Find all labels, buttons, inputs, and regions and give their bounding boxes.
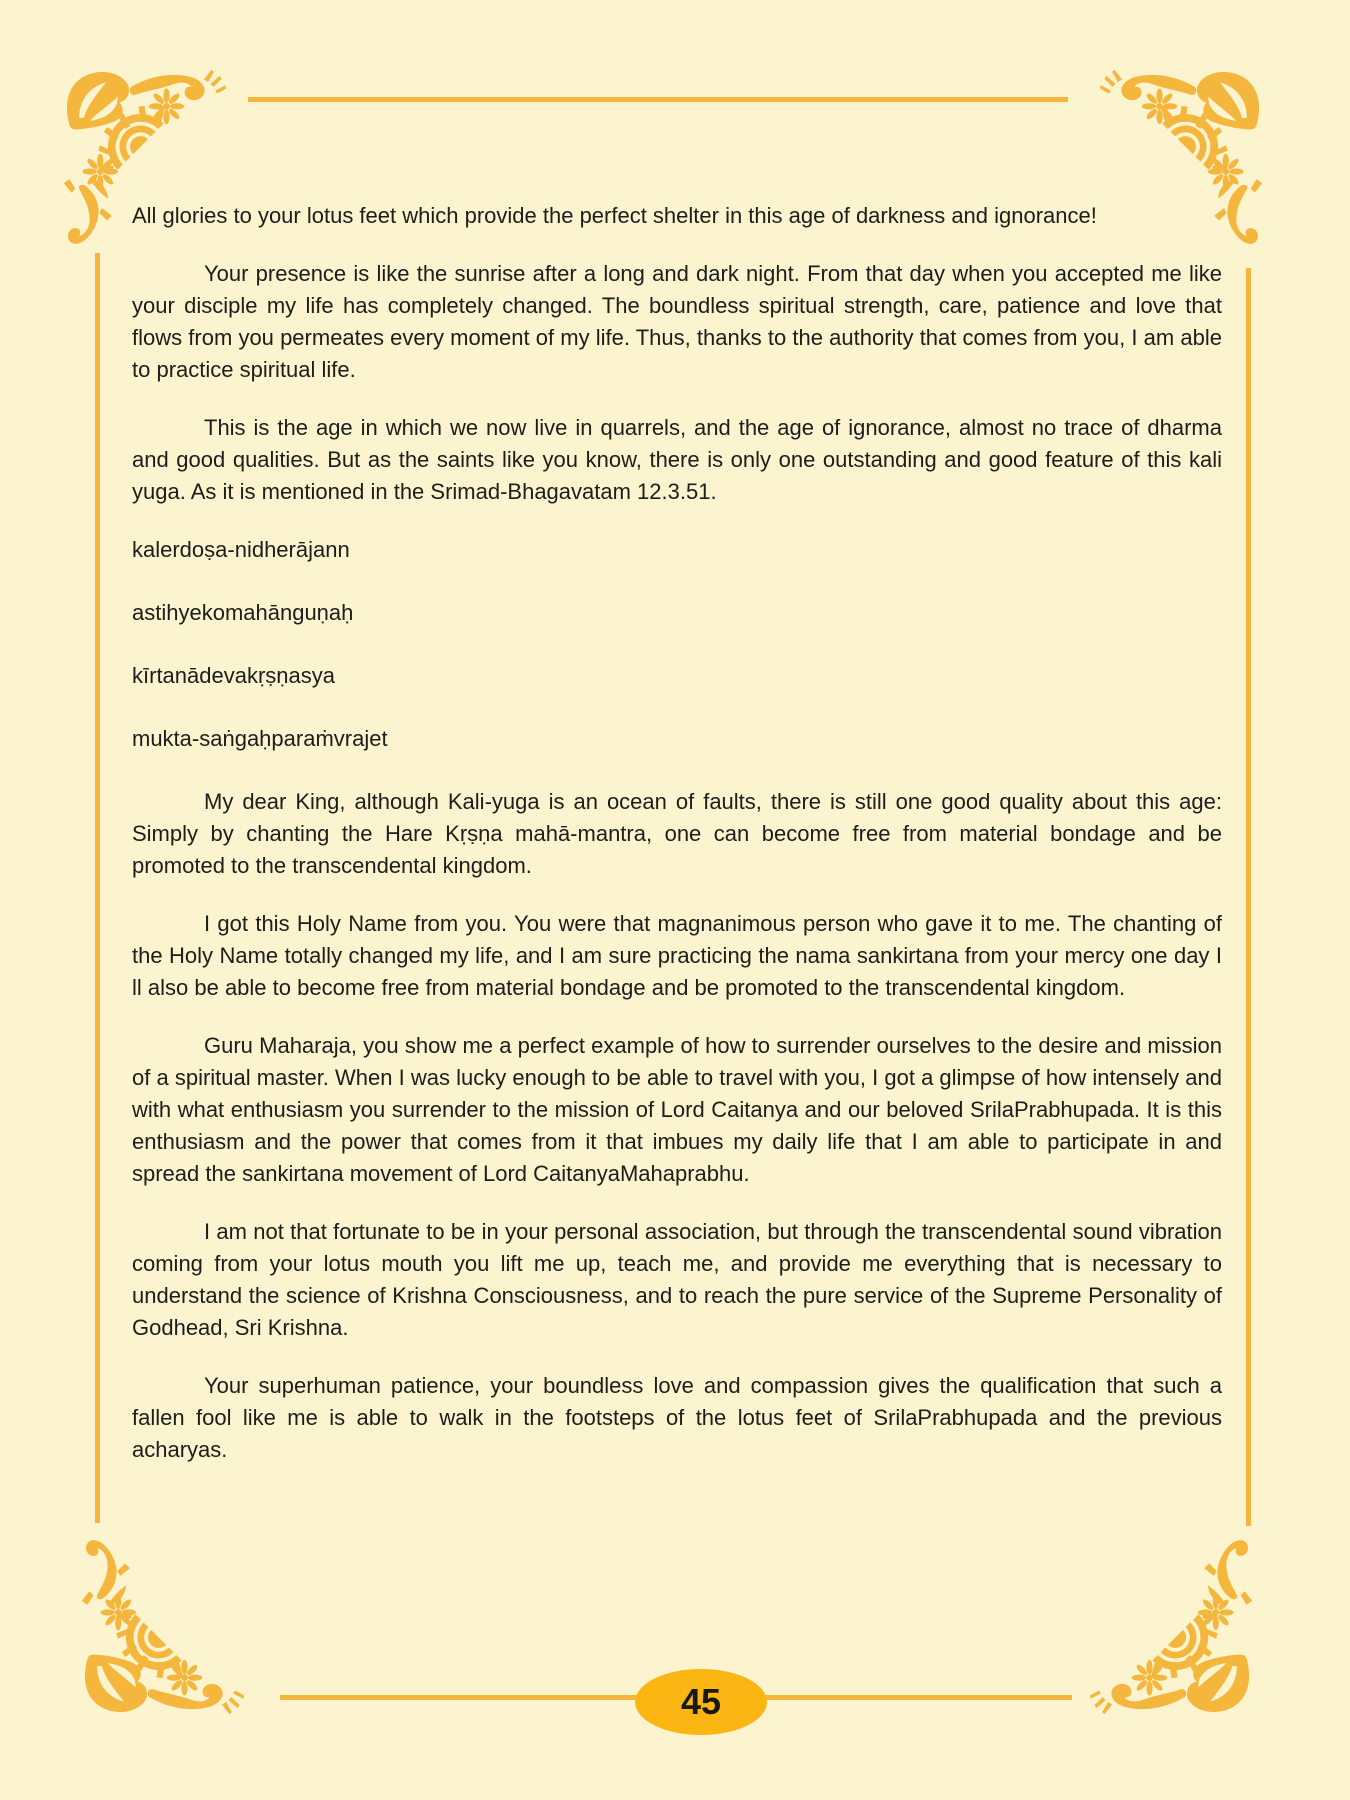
page-number-badge [635,1669,767,1735]
verse-line: astihyekomahānguṇaḥ [132,600,354,625]
verse-line: mukta-saṅgaḥparaṁvrajet [132,726,388,751]
body-paragraph: Your superhuman patience, your boundless love and compassion gives the qualification that such a fallen fool like me is able to walk in the footsteps of the lotus feet of SrilaPrabhupada and the previous acharyas. [132,1373,1222,1462]
verse-line: kīrtanādevakṛṣṇasya [132,663,335,688]
floral-corner-ornament-bottom-left [76,1526,268,1718]
frame-rule-top [248,97,1068,102]
page-body [132,200,1222,1492]
body-paragraph: My dear King, although Kali-yuga is an ocean of faults, there is still one good quality about this age: Simply by chanting the Hare Kṛṣṇa mahā-mantra, one can become free from material bondage and be promoted to the transcendental kingdom. [132,789,1222,878]
body-paragraph: I am not that fortunate to be in your personal association, but through the transcendental sound vibration coming from your lotus mouth you lift me up, teach me, and provide me everything that is necessary to understand the science of Krishna Consciousness, and to reach the pure service of the Supreme Personality of Godhead, Sri Krishna. [132,1219,1222,1340]
frame-rule-left [95,253,100,1523]
page-number: 45 [680,1681,722,1722]
body-paragraph: All glories to your lotus feet which provide the perfect shelter in this age of darkness and ignorance! [132,203,1097,228]
frame-rule-right [1246,268,1251,1526]
body-paragraph: Guru Maharaja, you show me a perfect example of how to surrender ourselves to the desire and mission of a spiritual master. When I was lucky enough to be able to travel with you, I got a glimpse of how intensely and with what enthusiasm you surrender to the mission of Lord Caitanya and our beloved SrilaPrabhupada. It is this enthusiasm and the power that comes from it that imbues my daily life that I am able to participate in and spread the sankirtana movement of Lord CaitanyaMahaprabhu. [132,1033,1222,1186]
verse-line: kalerdoṣa-nidherājann [132,537,350,562]
body-paragraph: This is the age in which we now live in quarrels, and the age of ignorance, almost no trace of dharma and good qualities. But as the saints like you know, there is only one outstanding and good feature of this kali yuga. As it is mentioned in the Srimad-Bhagavatam 12.3.51. [132,415,1222,504]
body-paragraph: I got this Holy Name from you. You were that magnanimous person who gave it to me. The chanting of the Holy Name totally changed my life, and I am sure practicing the nama sankirtana from your mercy one day I ll also be able to become free from material bondage and be promoted to the transcendental kingdom. [132,911,1222,1000]
floral-corner-ornament-bottom-right [1066,1526,1258,1718]
body-paragraph: Your presence is like the sunrise after a long and dark night. From that day when you accepted me like your disciple my life has completely changed. The boundless spiritual strength, care, patience and love that flows from you permeates every moment of my life. Thus, thanks to the authority that comes from you, I am able to practice spiritual life. [132,261,1222,382]
